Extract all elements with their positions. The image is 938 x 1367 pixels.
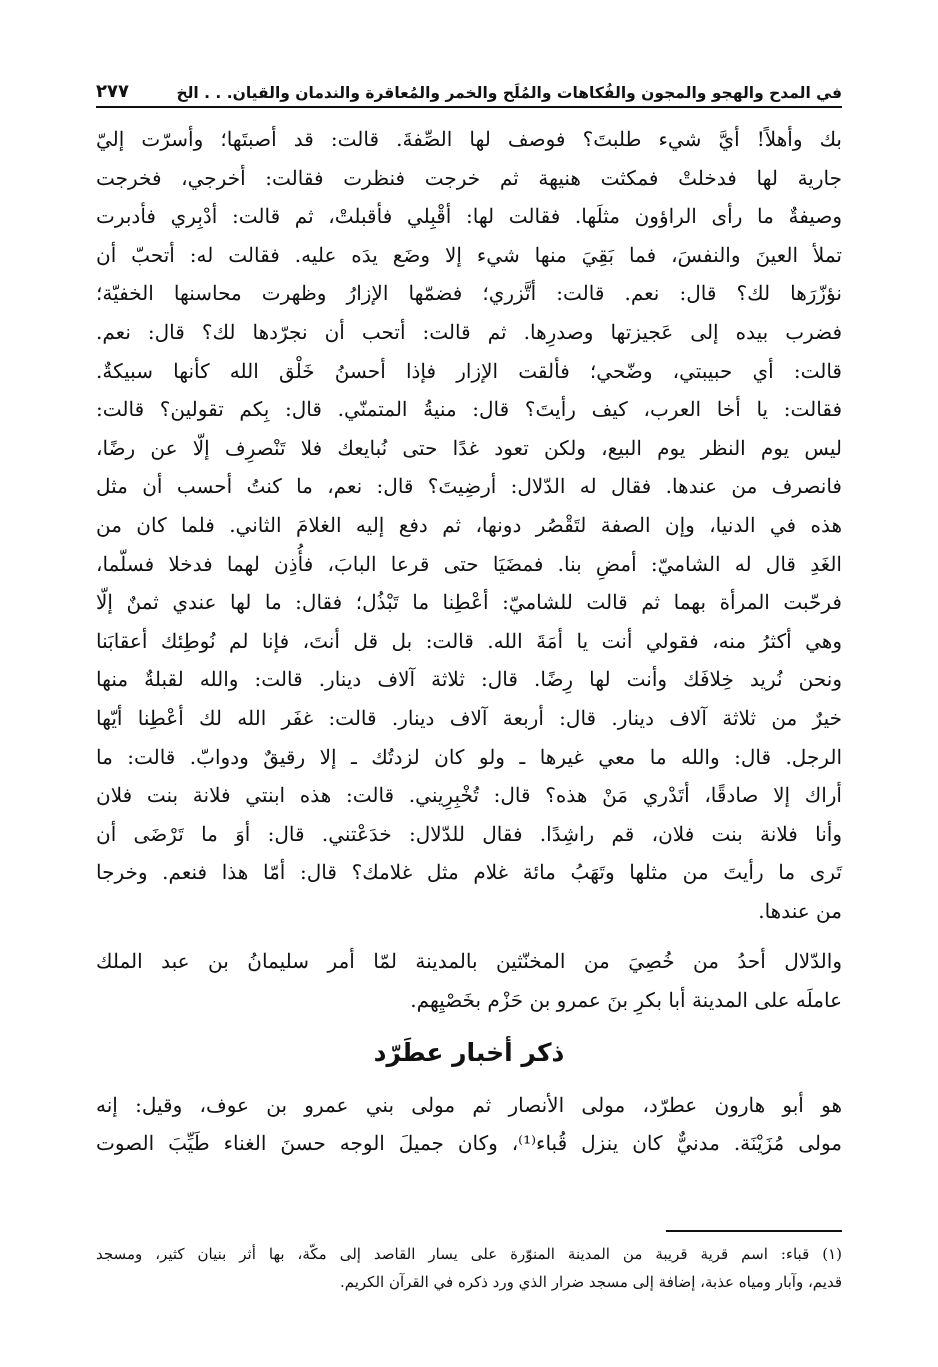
paragraph-3 xyxy=(96,1086,842,1163)
text-line: تَرى ما رأيتَ من مثلها وتَهَبُ مائة غلام مثل غلامك؟ قال: أمّا هذا فنعم. وخرجا xyxy=(96,860,842,885)
text-line: ونحن نُريد خِلافَك وأنت لها رِضًا. قال: ثلاثة آلاف دينار. قالت: والله لقبلةٌ منها xyxy=(96,667,842,692)
text-line: هذه في الدنيا، وإن الصفة لتَقْصُر دونها، ثم دفع إليه الغلامَ الثاني. فلما كان من xyxy=(96,512,842,537)
running-header xyxy=(96,66,842,108)
text-line: فانصرف من عندها. فقال له الدّلال: أرضِيتَ؟ قال: نعم، ما كنتُ أحسب أن مثل xyxy=(96,474,842,499)
text-line: خيرٌ من ثلاثة آلاف دينار. قال: أربعة آلاف دينار. قالت: غفَر الله لك أعْطِنا أيّها xyxy=(96,705,842,730)
text-line: الرجل. قال: والله ما معي غيرها ـ ولو كان لزدتُك ـ إلا رقيقٌ ودوابّ. قالت: ما xyxy=(96,744,842,769)
text-line: هو أبو هارون عطرّد، مولى الأنصار ثم مولى بني عمرو بن عوف، وقيل: إنه xyxy=(96,1092,842,1117)
footnote-divider xyxy=(666,1230,842,1232)
footnote-line: قديم، وآبار ومياه عذبة، إضافة إلى مسجد ضرار الذي ورد ذكره في القرآن الكريم. xyxy=(339,1273,842,1291)
text-line: فضرب بيده إلى عَجيزتها وصدرِها. ثم قالت: أتحب أن نجرّدها لك؟ قال: نعم. xyxy=(96,319,842,344)
text-line: قالت: أي حبيبتي، وضّحي؛ فألقت الإزار فإذا أحسنُ خَلْق الله كأنها سبيكةٌ. xyxy=(96,358,842,383)
text-line: الغَدِ قال له الشاميّ: أمضِ بنا. فمضَيَا حتى قرعا البابَ، فأُذِن لهما فدخلا فسلّما، xyxy=(96,551,842,576)
text-line: أراك إلا صادقًا، أتَدْري مَنْ هذه؟ قال: تُخْبِرِيني. قالت: هذه ابنتي فلانة بنت فلان xyxy=(96,783,842,808)
section-heading: ذكر أخبار عطَرّد xyxy=(373,1037,565,1067)
footnotes xyxy=(96,1240,842,1296)
page-number: ٢٧٧ xyxy=(96,81,129,102)
text-line: وصيفةٌ ما رأى الراؤون مثلَها. فقالت لها: أقْبِلي فأقبلتْ، ثم قالت: أدْبِري فأدبرت xyxy=(96,204,842,229)
text-line: عاملَه على المدينة أبا بكرِ بنَ عمرو بن حَزْم بخَصْيِهم. xyxy=(410,988,842,1013)
text-line: وأنا فلانة بنت فلان، قم راشِدًا. فقال للدّلال: خدَعْتني. قال: أوَ ما تَرْضَى أن xyxy=(96,821,842,846)
text-line: فقالت: يا أخا العرب، كيف رأيتَ؟ قال: منيةُ المتمنّي. قال: بِكم تقولين؟ قالت: xyxy=(96,397,842,422)
paragraph-2 xyxy=(96,942,842,1019)
paragraph-gap xyxy=(96,930,842,942)
text-line: ليس يوم النظر يوم البيع، ولكن تعود غدًا حتى نُبايعك فلا تَنْصرِف إلّا عن رضًا، xyxy=(96,435,842,460)
text-line: من عندها. xyxy=(758,898,842,923)
text-line: جارية لها فدخلتْ فمكثت هنيهة ثم خرجت فنظرت فقالت: أخرجي، فخرجت xyxy=(96,165,842,190)
running-title: في المدح والهجو والمجون والفُكاهات والمُلَح والخمر والمُعاقرة والندمان والقيان. . . الخ xyxy=(176,84,842,102)
text-line: نؤزّرَها لك؟ قال: نعم. قالت: أتَّزري؛ فضمّها الإزارُ وظهرت محاسنها الخفيّة؛ xyxy=(96,281,842,306)
text-line: فرحّبت المرأة بهما ثم قالت للشاميّ: أعْطِنا ما تَبْذُل؛ فقال: ما لها عندي ثمنٌ إلّا xyxy=(96,590,842,615)
text-line: بك وأهلاً! أيَّ شيء طلبتَ؟ فوصف لها الصِّفةَ. قالت: قد أصبتَها؛ وأسرّت إليّ xyxy=(96,127,842,151)
text-line: والدّلال أحدُ من خُصِيَ من المخنّثين بالمدينة لمّا أمر سليمانُ بن عبد الملك xyxy=(96,949,842,974)
text-line: تملأ العينَ والنفسَ، فما بَقِيَ منها شيء إلا وضَع يدَه عليه. فقالت له: أتحبّ أن xyxy=(96,242,842,267)
paragraph-1 xyxy=(96,120,842,930)
text-line: مولى مُزَيْنَة. مدنيٌّ كان ينزل قُباء⁽¹⁾، وكان جميلَ الوجه حسنَ الغناء طَيِّبَ الصوت xyxy=(96,1131,843,1156)
main-text xyxy=(96,120,842,1163)
footnote-line: (١) قباء: اسم قرية قريبة من المدينة المنوّرة على يسار القاصد إلى مكّة، بها أثر بنيان كثير، ومسجد xyxy=(96,1245,842,1263)
text-line: وهي أكثرُ منه، فقولي أنت يا أمَةَ الله. قالت: بل قل أنتَ، فإنا لم نُوطِئك أعقابَنا xyxy=(96,628,842,653)
